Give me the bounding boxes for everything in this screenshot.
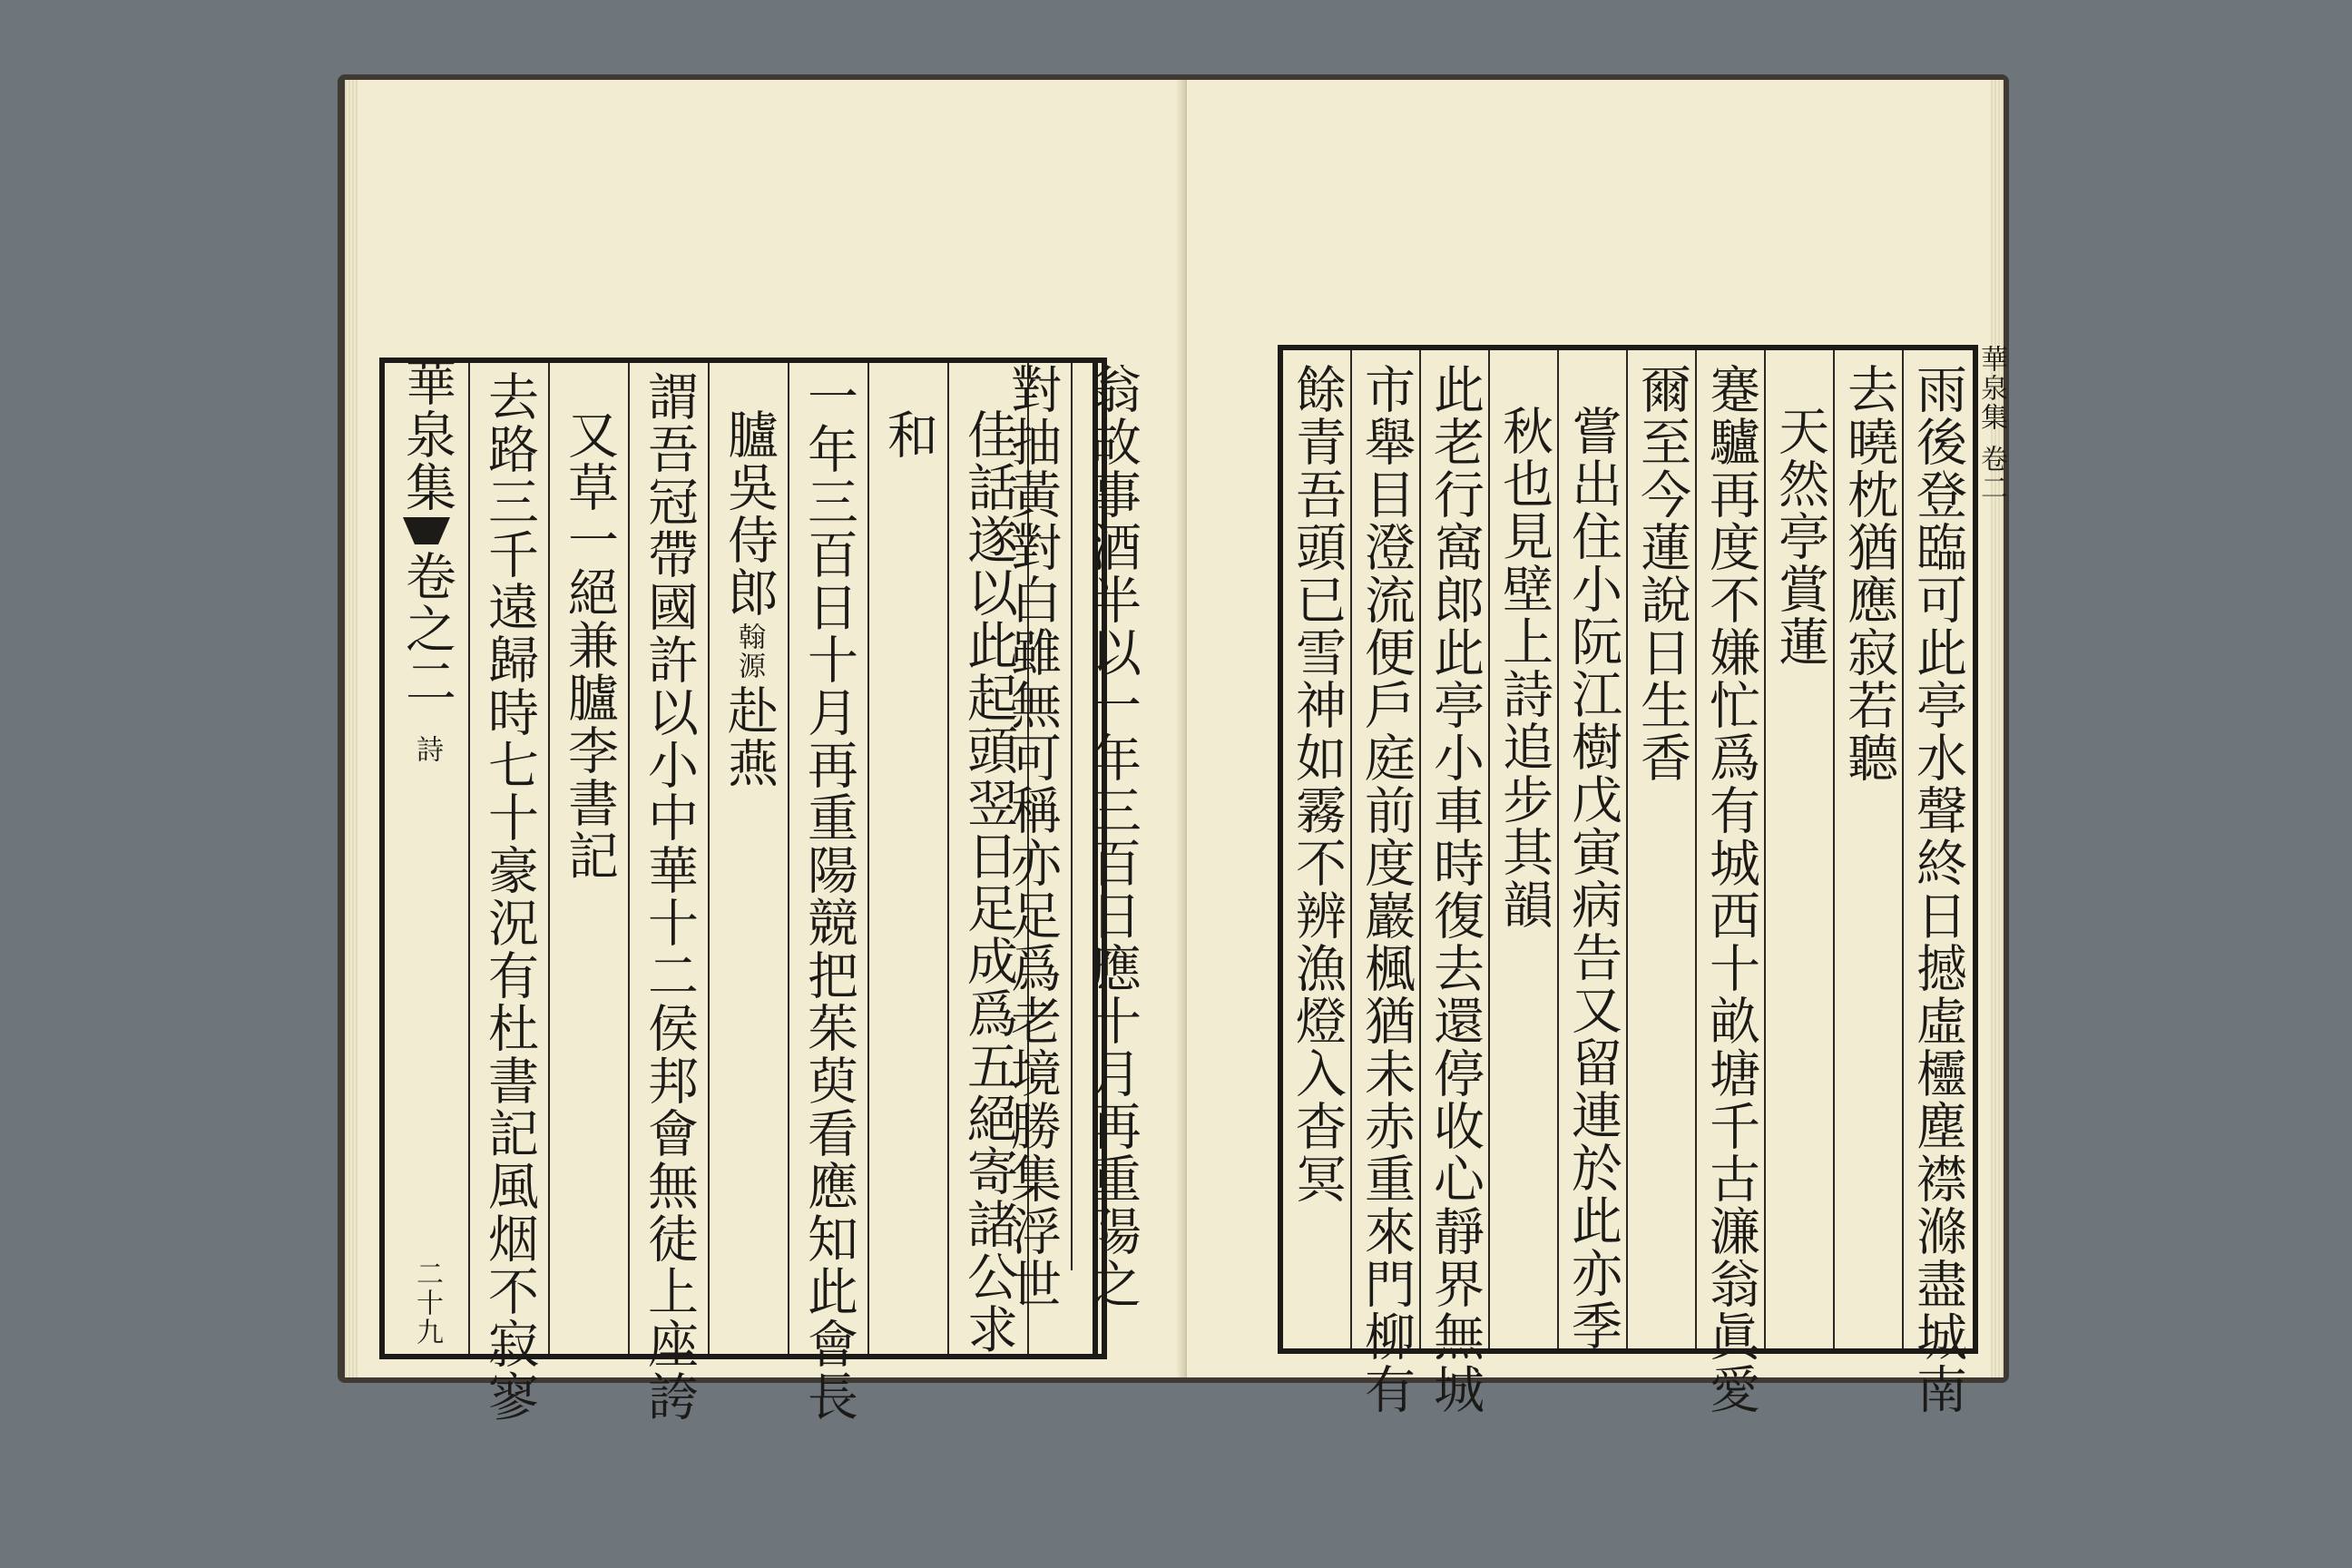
text-column-3 [1766, 350, 1833, 1348]
text-column-8 [550, 363, 628, 1354]
text-column: 去曉枕猶應寂若聽 [1839, 363, 1898, 784]
text-column: 又草一絕兼臚李書記 [560, 408, 619, 882]
text-column-5 [789, 363, 867, 1423]
fish-tail-mark [385, 514, 468, 550]
right-page [1185, 80, 2007, 1416]
volume-label: 卷之二 [397, 550, 456, 708]
text-column: 餘青吾頭已雪神如霧不辨漁燈入杳冥 [1288, 363, 1347, 1205]
text-column: 蹇驢再度不嫌忙爲有城西十畝塘千古濂翁眞愛 [1701, 363, 1760, 1416]
text-column-8 [1421, 350, 1488, 1416]
text-column-1 [1904, 350, 1971, 1416]
text-column-9 [470, 363, 548, 1423]
right-page-edge [1991, 80, 2004, 1377]
text-column-5 [1628, 350, 1695, 1348]
text-column: 翁故事酒半以一年三百日應十月再重陽之 [1083, 363, 1142, 1310]
text-column-2 [1835, 350, 1902, 1348]
left-page-edge [345, 80, 358, 1377]
text-column: 對抽黃對白雖無可稱亦足爲老境勝集浮世 [1003, 363, 1062, 1310]
text-column: 市舉目澄流便戶庭前度巖楓猶未赤重來門柳有 [1357, 363, 1416, 1416]
folio-number: 二十九 [411, 1259, 443, 1347]
text-column: 此老行窩郎此亭小車時復去還停收心靜界無城 [1426, 363, 1485, 1416]
text-column: 一年三百日十月再重陽競把茱萸看應知此會長 [799, 370, 858, 1423]
text-column: 嘗出住小阮江樹戊寅病告又留連於此亦季 [1563, 405, 1622, 1352]
interlinear-note: 翰源 [733, 622, 765, 681]
text-column-4 [1697, 350, 1764, 1416]
text-column-10 [1283, 350, 1350, 1348]
text-column: 臚吳侍郎 [720, 408, 779, 619]
text-column: 雨後登臨可此亭水聲終日撼虛欞塵襟滌盡城南 [1908, 363, 1967, 1416]
text-column-4 [869, 363, 947, 1354]
text-column-1 [1073, 363, 1151, 1310]
right-text-frame [1278, 345, 1978, 1416]
text-column-2 [993, 363, 1071, 1310]
text-column: 秋也見壁上詩追步其韻 [1494, 405, 1553, 931]
text-column: 爾至今蓮說日生香 [1632, 363, 1691, 784]
category-label: 詩 [411, 735, 443, 764]
text-column: 佳話遂以此起頭翌日足成爲五絕寄諸公求 [959, 408, 1018, 1356]
text-column-tail: 赴燕 [720, 684, 779, 789]
text-column-6 [1559, 350, 1626, 1352]
volume-label: 卷二 [1975, 445, 2007, 503]
text-column: 謂吾冠帶國許以小中華十二侯邦會無徒上座誇 [640, 370, 699, 1423]
text-column: 去路三千遠歸時七十豪況有杜書記風烟不寂寥 [480, 370, 539, 1423]
book-title: 華泉集 [1975, 345, 2007, 432]
text-column-6 [710, 363, 788, 1354]
left-banner-column [385, 356, 468, 1354]
text-column: 和 [879, 408, 938, 461]
text-column-7 [1490, 350, 1557, 1348]
text-column-9 [1352, 350, 1419, 1416]
book-title: 華泉集 [397, 356, 456, 514]
text-column-7 [630, 363, 708, 1423]
right-banner-column [1973, 345, 2009, 617]
text-column: 天然亭賞蓮 [1770, 405, 1829, 668]
